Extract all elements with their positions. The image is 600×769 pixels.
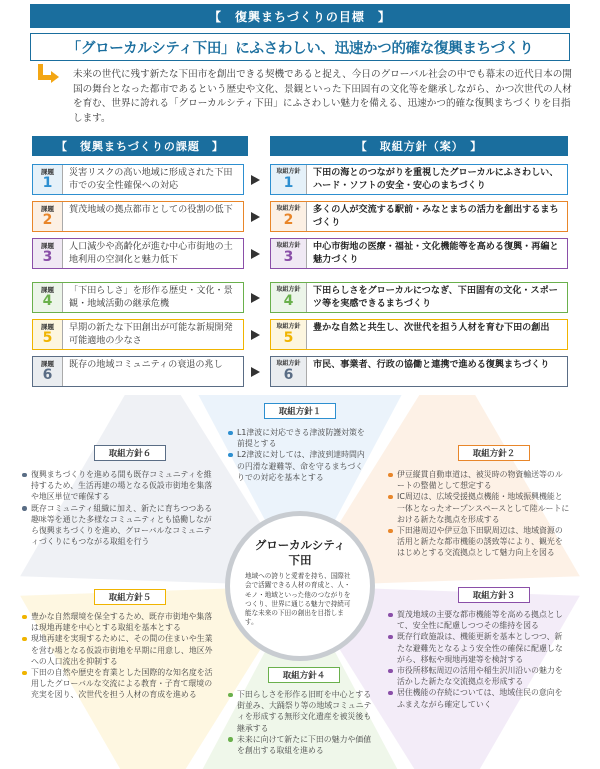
segment-list-4 — [228, 689, 376, 756]
policy-label: 取組方針 — [276, 360, 301, 367]
policy-number: 1 — [283, 175, 294, 191]
list-item: 下田らしさを形作る旧町を中心とする街並み、大踊祭り等の地域コミュニティを形成する無形文化遺産を被災後も継承する — [228, 689, 376, 734]
policy-text: 下田の海とのつながりを重視したグローカルにふさわしい、ハード・ソフトの安全・安心のまちづくり — [313, 168, 559, 191]
policy-box — [270, 282, 568, 313]
segment-tag-3: 取組方針３ — [458, 587, 530, 603]
issue-number: 3 — [42, 249, 53, 265]
policy-number: 2 — [283, 212, 294, 228]
table-row — [32, 319, 568, 350]
issue-label: 課題 — [41, 286, 54, 294]
arrow-right-icon — [251, 293, 260, 303]
list-item: 賀茂地域の主要な都市機能等を高める拠点として、安全性に配慮しつつその維持を図る — [388, 609, 570, 631]
policy-tag — [271, 320, 307, 349]
issue-tag — [33, 320, 63, 349]
center-text: 地域への誇りと愛着を持ち、国際社会で活躍できる人材の育成と、人・モノ・地域といった他のつながりをつくり、世界に通じる魅力で持続可能な未来の下田の創出を目指します。 — [245, 572, 351, 627]
main-title: 「グローカルシティ下田」にふさわしい、迅速かつ的確な復興まちづくり — [30, 33, 570, 61]
issue-number: 4 — [42, 293, 53, 309]
arrow-right-icon — [251, 249, 260, 259]
policy-text: 豊かな自然と共生し、次世代を担う人材を育む下田の創出 — [313, 323, 550, 333]
policy-tag — [271, 165, 307, 194]
policy-tag — [271, 239, 307, 268]
segment-list-2 — [388, 469, 570, 559]
issue-box — [32, 201, 244, 232]
policy-label: 取組方針 — [276, 242, 301, 249]
list-item: 既存コミュニティ組織に加え、新たに育ちつつある趣味等を通じた多様なコミュニティとも協働しながら復興まちづくりを進め、グローバルなコミュニティづくりにもつながる取組を行う — [22, 503, 218, 548]
segment-tag-5: 取組方針５ — [94, 589, 166, 605]
arrow-right-icon — [251, 367, 260, 377]
list-item: 下田の自然や歴史を育業とした国際的な知名度を活用したグローバルな交流による教育・子育て環境の充実を図り、次世代を担う人材の育成を進める — [22, 667, 218, 701]
issue-tag — [33, 239, 63, 268]
list-item: 現地再建を実現するために、その間の住まいや生業を営む場となる仮設市街地を早期に用意し、地区外への人口流出を抑制する — [22, 633, 218, 667]
issues-header: 【 復興まちづくりの課題 】 — [32, 136, 248, 156]
policy-box — [270, 319, 568, 350]
issue-label: 課題 — [41, 242, 54, 250]
policy-number: 6 — [283, 367, 294, 383]
list-item: L1津波に対応できる津波防護対策を前提とする — [228, 427, 370, 449]
policy-text: 下田らしさをグローカルにつなぎ、下田固有の文化・スポーツ等を実感できるまちづくり — [313, 286, 558, 309]
list-item: 既存行政施設は、機能更新を基本としつつ、新たな避難先となるよう安全性の確保に配慮しながら、移転や現地再建等を検討する — [388, 631, 570, 665]
segment-tag-2: 取組方針２ — [458, 445, 530, 461]
issue-label: 課題 — [41, 360, 54, 368]
list-item: 伊豆縦貫自動車道は、被災時の物資輸送等のルートの整備として想定する — [388, 469, 570, 491]
issue-box — [32, 319, 244, 350]
list-item: 居住機能の存続については、地域住民の意向をふまえながら確定していく — [388, 687, 570, 709]
issue-number: 2 — [42, 212, 53, 228]
issue-text: 賀茂地域の拠点都市としての役割の低下 — [69, 205, 233, 215]
list-item: L2津波に対しては、津波到達時間内の円滑な避難等、命を守るまちづくりでの対応を基本とする — [228, 449, 370, 483]
policy-text: 多くの人が交流する駅前・みなとまちの活力を創出するまちづくり — [313, 205, 559, 228]
policies-header: 【 取組方針（案） 】 — [270, 136, 568, 156]
issue-box — [32, 164, 244, 195]
issue-number: 6 — [42, 367, 53, 383]
policy-box — [270, 164, 568, 195]
arrow-right-icon — [251, 175, 260, 185]
list-item: 市役所移転周辺の活用や稲生沢川沿いの魅力を活かした新たな交流拠点を形成する — [388, 665, 570, 687]
issue-tag — [33, 165, 63, 194]
center-title — [230, 538, 370, 568]
issue-text: 「下田らしさ」を形作る歴史・文化・景観・地域活動の継承危機 — [69, 286, 233, 309]
policy-number: 3 — [283, 249, 294, 265]
issue-number: 5 — [42, 330, 53, 346]
issue-text: 早期の新たな下田創出が可能な新規開発可能適地の少なさ — [69, 323, 233, 346]
policy-tag — [271, 202, 307, 231]
l-arrow-icon — [38, 64, 60, 86]
issue-box — [32, 282, 244, 313]
policy-text: 市民、事業者、行政の協働と連携で進める復興まちづくり — [313, 360, 550, 370]
policy-label: 取組方針 — [276, 323, 301, 330]
policy-text: 中心市街地の医療・福祉・文化機能等を高める復興・再編と魅力づくり — [313, 242, 559, 265]
policy-box — [270, 356, 568, 387]
issue-box — [32, 356, 244, 387]
issue-label: 課題 — [41, 168, 54, 176]
policy-tag — [271, 357, 307, 386]
table-row — [32, 238, 568, 269]
arrow-right-icon — [251, 212, 260, 222]
issue-number: 1 — [42, 175, 53, 191]
goal-header: 【 復興まちづくりの目標 】 — [30, 4, 570, 28]
segment-list-3 — [388, 609, 570, 710]
policy-number: 4 — [283, 293, 294, 309]
table-row — [32, 282, 568, 313]
segment-list-6 — [22, 469, 218, 547]
center-title-text: グローカルシティ 下田 — [254, 538, 346, 567]
list-item: 未来に向けて新たに下田の魅力や価値を創出する取組を進める — [228, 734, 376, 756]
policy-label: 取組方針 — [276, 286, 301, 293]
center-circle — [225, 511, 375, 661]
issue-label: 課題 — [41, 323, 54, 331]
list-item: 復興まちづくりを進める間も既存コミュニティを維持するため、生活再建の場となる仮設市街地を集落や地区単位で確保する — [22, 469, 218, 503]
table-row — [32, 164, 568, 195]
table-row — [32, 201, 568, 232]
issue-tag — [33, 357, 63, 386]
policy-label: 取組方針 — [276, 205, 301, 212]
policy-box — [270, 238, 568, 269]
issue-text: 災害リスクの高い地域に形成された下田市での安全性確保への対応 — [69, 168, 233, 191]
policy-diagram — [0, 395, 600, 769]
segment-tag-1: 取組方針１ — [264, 403, 336, 419]
policy-label: 取組方針 — [276, 168, 301, 175]
arrow-right-icon — [251, 330, 260, 340]
table-row — [32, 356, 568, 387]
policy-number: 5 — [283, 330, 294, 346]
issue-label: 課題 — [41, 205, 54, 213]
list-item: 下田港周辺や伊豆急下田駅周辺は、地域資源の活用と新たな都市機能の誘致等により、観光をはじめとする交流拠点として魅力向上を図る — [388, 525, 570, 559]
policy-box — [270, 201, 568, 232]
list-item: IC周辺は、広域受援拠点機能・地域振興機能と一体となったオープンスペースとして陸ルートにおける新たな拠点を形成する — [388, 491, 570, 525]
segment-list-5 — [22, 611, 218, 701]
segment-tag-4: 取組方針４ — [268, 667, 340, 683]
segment-list-1 — [228, 427, 370, 483]
segment-tag-6: 取組方針６ — [94, 445, 166, 461]
issue-text: 人口減少や高齢化が進む中心市街地の土地利用の空洞化と魅力低下 — [69, 242, 233, 265]
issue-box — [32, 238, 244, 269]
issue-tag — [33, 283, 63, 312]
policy-tag — [271, 283, 307, 312]
issue-tag — [33, 202, 63, 231]
list-item: 豊かな自然環境を保全するため、既存市街地や集落は現地再建を中心とする取組を基本とする — [22, 611, 218, 633]
intro-text: 未来の世代に残す新たな下田市を創出できる契機であると捉え、今日のグローバル社会の中でも幕末の近代日本の開国の舞台となった都市であるという歴史や文化、景観といった下田固有の文化等を継承しながら、かつ次世代の人材を育む、世界に誇れる「グローカルシティ下田」にふさわしい魅力を備える、迅速かつ的確な復興まちづくりを目指します。 — [73, 69, 572, 124]
issue-text: 既存の地域コミュニティの衰退の兆し — [69, 360, 223, 370]
